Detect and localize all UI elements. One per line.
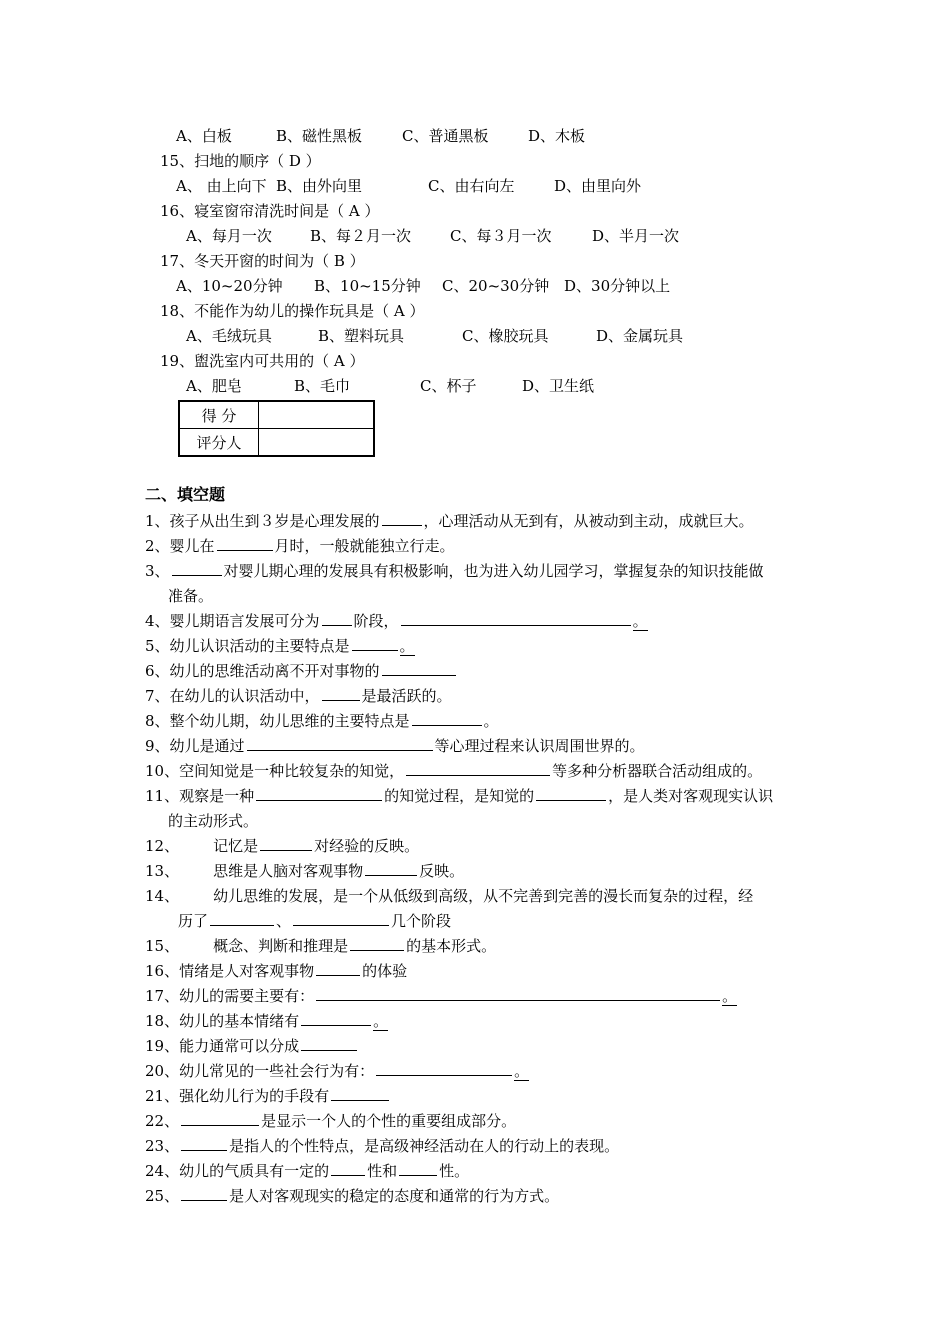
fill-question-18: 18、幼儿的基本情绪有 。: [145, 1012, 389, 1030]
answer-blank[interactable]: [301, 1011, 371, 1026]
fill-question-3-cont: 准备。: [168, 587, 214, 605]
answer-blank[interactable]: [256, 786, 382, 801]
answer-blank[interactable]: [331, 1086, 389, 1101]
fill-question-5: 5、幼儿认识活动的主要特点是 。: [145, 637, 415, 655]
option-c: C、普通黑板: [402, 127, 489, 145]
answer-blank[interactable]: [293, 911, 389, 926]
option-b: B、磁性黑板: [276, 127, 363, 145]
answer-blank[interactable]: [382, 661, 456, 676]
fill-question-2: 2、婴儿在 月时，一般就能独立行走。: [145, 537, 455, 555]
fill-question-6: 6、幼儿的思维活动离不开对事物的: [145, 661, 458, 681]
question-18: 18、不能作为幼儿的操作玩具是（ A ）: [160, 302, 425, 320]
answer-blank[interactable]: [382, 511, 422, 526]
fill-question-11: 11、观察是一种 的知觉过程，是知觉的 ，是人类对客观现实认识: [145, 787, 774, 805]
answer-blank[interactable]: [406, 761, 550, 776]
answer-blank[interactable]: [181, 1186, 227, 1201]
option-d: D、金属玩具: [596, 327, 684, 345]
option-c: C、由右向左: [428, 177, 515, 195]
fill-question-12: 12、 记忆是 对经验的反映。: [145, 837, 420, 855]
fill-question-9: 9、幼儿是通过 等心理过程来认识周围世界的。: [145, 737, 645, 755]
option-b: B、塑料玩具: [318, 327, 405, 345]
score-cell[interactable]: [259, 401, 375, 429]
answer-blank[interactable]: [217, 536, 273, 551]
option-c: C、橡胶玩具: [462, 327, 549, 345]
answer-blank[interactable]: [350, 936, 404, 951]
option-a: A、10~20分钟: [176, 277, 283, 295]
fill-question-25: 25、 是人对客观现实的稳定的态度和通常的行为方式。: [145, 1187, 560, 1205]
option-d: D、卫生纸: [522, 377, 595, 395]
option-b: B、毛巾: [294, 377, 351, 395]
grader-cell[interactable]: [259, 429, 375, 457]
answer-blank[interactable]: [376, 1061, 512, 1076]
option-d: D、半月一次: [592, 227, 680, 245]
score-label: 得 分: [179, 401, 259, 429]
option-c: C、杯子: [420, 377, 477, 395]
option-a: A、每月一次: [186, 227, 272, 245]
fill-question-24: 24、幼儿的气质具有一定的 性和 性。: [145, 1162, 470, 1180]
answer-blank[interactable]: [401, 611, 631, 626]
option-b: B、每２月一次: [310, 227, 412, 245]
option-d: D、木板: [528, 127, 586, 145]
option-c: C、每３月一次: [450, 227, 552, 245]
fill-question-20: 20、幼儿常见的一些社会行为有： 。: [145, 1062, 530, 1080]
option-b: B、由外向里: [276, 177, 363, 195]
option-d: D、由里向外: [554, 177, 642, 195]
answer-blank[interactable]: [399, 1161, 437, 1176]
answer-blank[interactable]: [331, 1161, 365, 1176]
answer-blank[interactable]: [365, 861, 417, 876]
answer-blank[interactable]: [260, 836, 312, 851]
fill-question-15: 15、 概念、判断和推理是 的基本形式。: [145, 937, 497, 955]
question-19: 19、盥洗室内可共用的（ A ）: [160, 352, 365, 370]
question-15: 15、扫地的顺序（ D ）: [160, 152, 321, 170]
fill-question-14-cont: 历了 、 几个阶段: [178, 912, 452, 930]
fill-question-21: 21、强化幼儿行为的手段有: [145, 1086, 391, 1106]
fill-question-17: 17、幼儿的需要主要有： 。: [145, 987, 738, 1005]
grader-label: 评分人: [179, 429, 259, 457]
fill-question-3: 3、 对婴儿期心理的发展具有积极影响，也为进入幼儿园学习，掌握复杂的知识技能做: [145, 562, 764, 580]
answer-blank[interactable]: [322, 686, 360, 701]
fill-question-7: 7、在幼儿的认识活动中， 是最活跃的。: [145, 687, 452, 705]
question-17: 17、冬天开窗的时间为（ B ）: [160, 252, 365, 270]
option-a: A、 由上向下: [176, 177, 267, 195]
answer-blank[interactable]: [181, 1111, 259, 1126]
fill-question-23: 23、 是指人的个性特点，是高级神经活动在人的行动上的表现。: [145, 1137, 620, 1155]
answer-blank[interactable]: [412, 711, 482, 726]
answer-blank[interactable]: [301, 1036, 357, 1051]
option-a: A、肥皂: [186, 377, 242, 395]
fill-question-1: 1、孩子从出生到３岁是心理发展的 ，心理活动从无到有，从被动到主动，成就巨大。: [145, 512, 754, 530]
question-16: 16、寝室窗帘清洗时间是（ A ）: [160, 202, 380, 220]
answer-blank[interactable]: [172, 561, 222, 576]
answer-blank[interactable]: [316, 986, 720, 1001]
option-a: A、毛绒玩具: [186, 327, 272, 345]
fill-question-8: 8、整个幼儿期，幼儿思维的主要特点是 。: [145, 712, 499, 730]
score-table: [178, 400, 375, 457]
fill-question-11-cont: 的主动形式。: [168, 812, 259, 830]
fill-question-16: 16、情绪是人对客观事物 的体验: [145, 962, 408, 980]
option-b: B、10~15分钟: [314, 277, 421, 295]
fill-question-14: 14、 幼儿思维的发展，是一个从低级到高级，从不完善到完善的漫长而复杂的过程，经: [145, 887, 754, 905]
option-d: D、30分钟以上: [564, 277, 671, 295]
section-title: 二、填空题: [145, 485, 226, 504]
fill-question-13: 13、 思维是人脑对客观事物 反映。: [145, 862, 465, 880]
fill-question-19: 19、能力通常可以分成: [145, 1036, 359, 1056]
answer-blank[interactable]: [210, 911, 274, 926]
answer-blank[interactable]: [181, 1136, 227, 1151]
option-a: A、白板: [176, 127, 232, 145]
answer-blank[interactable]: [316, 961, 360, 976]
option-c: C、20~30分钟: [442, 277, 550, 295]
answer-blank[interactable]: [536, 786, 606, 801]
fill-question-22: 22、 是显示一个人的个性的重要组成部分。: [145, 1112, 517, 1130]
answer-blank[interactable]: [352, 636, 398, 651]
answer-blank[interactable]: [322, 611, 352, 626]
answer-blank[interactable]: [247, 736, 433, 751]
fill-question-10: 10、空间知觉是一种比较复杂的知觉， 等多种分析器联合活动组成的。: [145, 762, 763, 780]
fill-question-4: 4、婴儿期语言发展可分为 阶段， 。: [145, 612, 648, 630]
